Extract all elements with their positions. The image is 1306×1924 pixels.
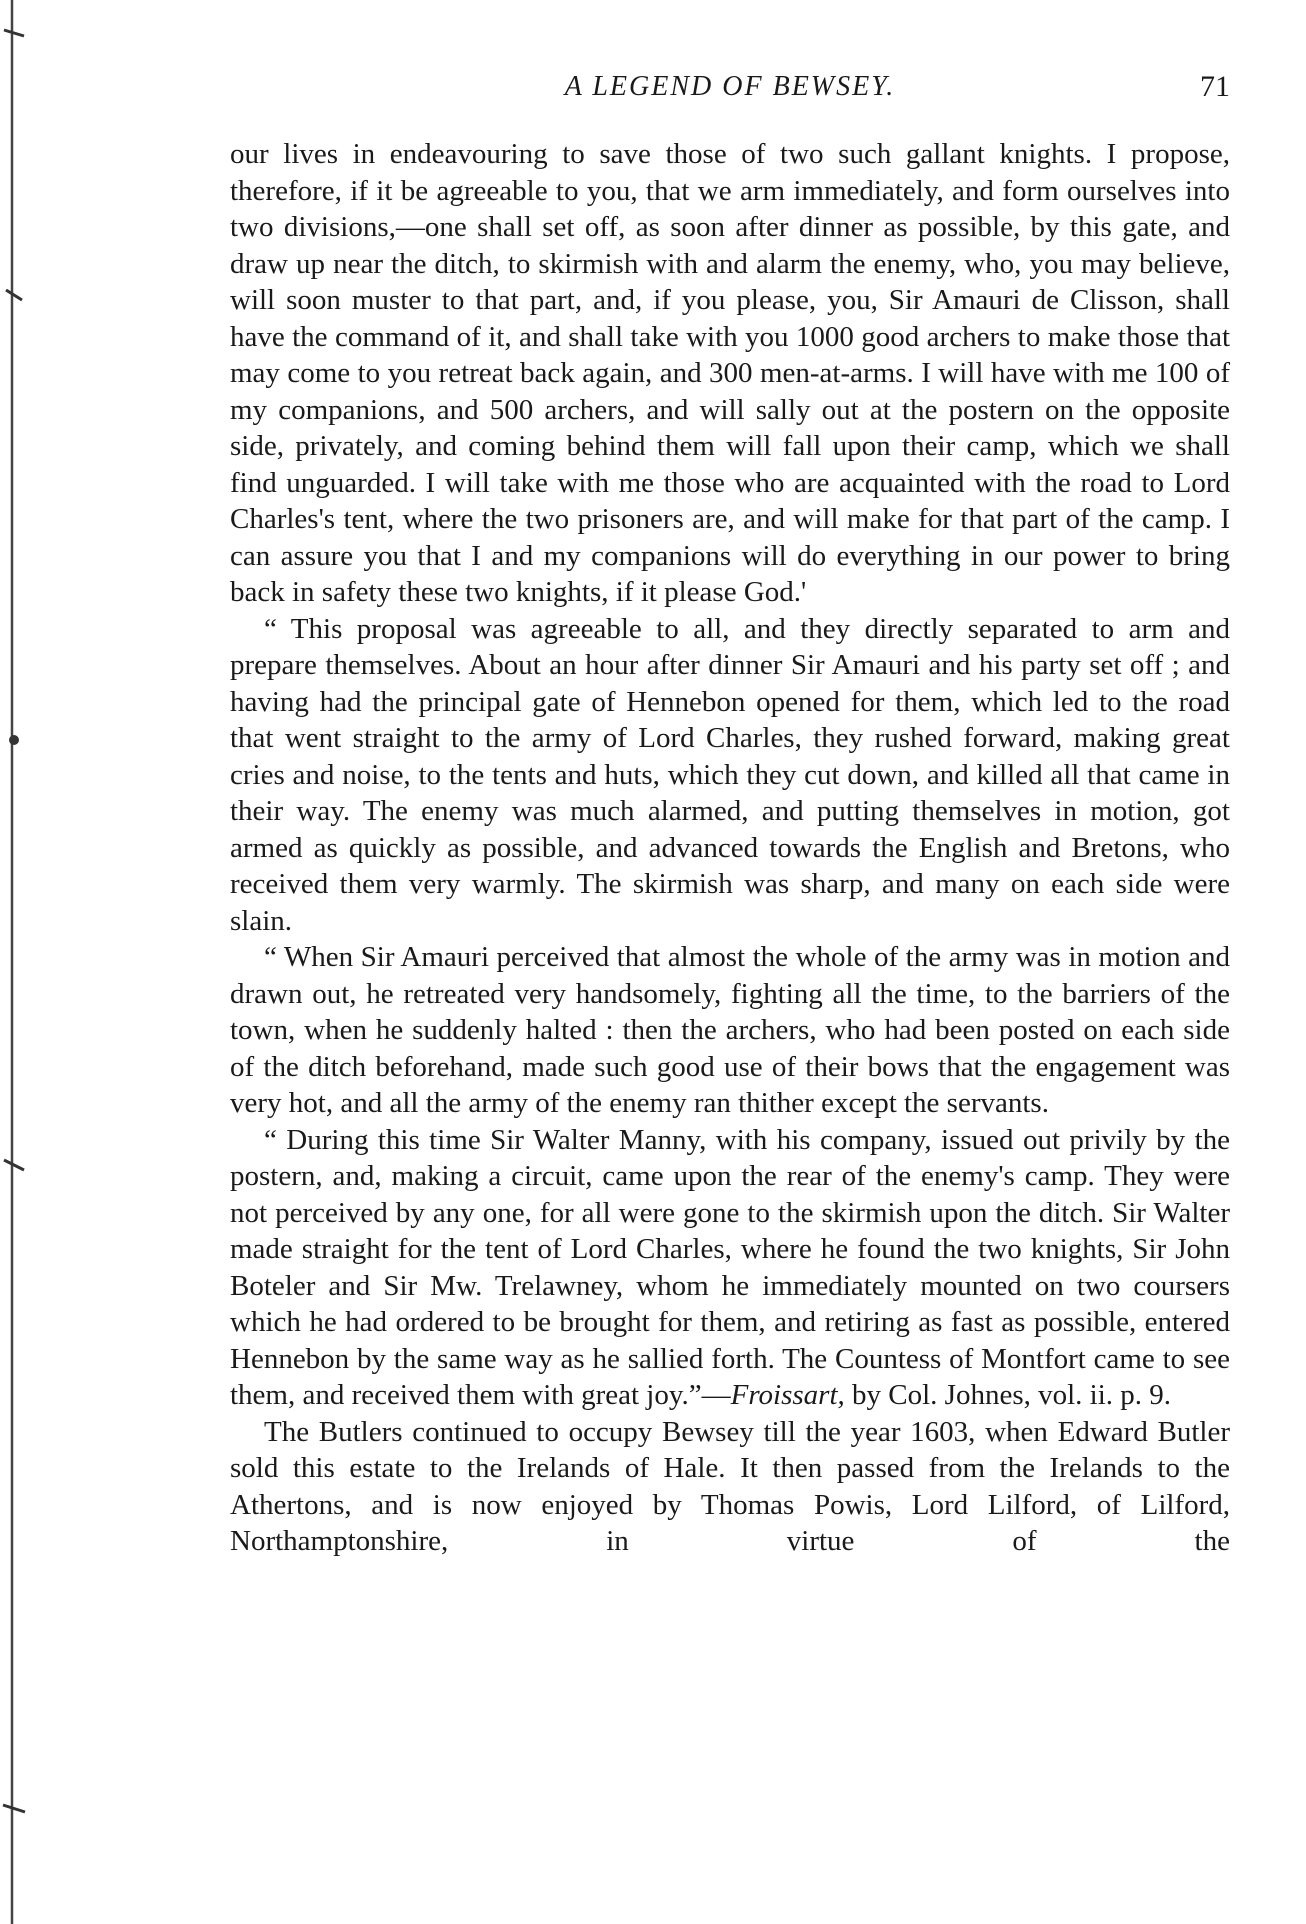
paragraph-2: “ This proposal was agreeable to all, and they directly separated to arm and prepare themselves. About an hour after dinner Sir Amauri and his party set off ; and having had the principal gate of Hennebon opened for them, which led to the road that went straight to the army of Lord Charles, they rushed forward, making great cries and noise, to the tents and huts, which they cut down, and killed all that came in their way. The enemy was much alarmed, and putting themselves in motion, got armed as quickly as possible, and advanced towards the English and Bretons, who received them very warmly. The skirmish was sharp, and many on each side were slain.: [230, 612, 1230, 937]
page-body: [230, 136, 1230, 1560]
page-number: 71: [1200, 70, 1230, 103]
citation-details: by Col. Johnes, vol. ii. p. 9.: [844, 1379, 1172, 1411]
paragraph-3: “ When Sir Amauri perceived that almost the whole of the army was in motion and drawn out, he retreated very handsomely, fighting all the time, to the barriers of the town, when he suddenly halted : then the archers, who had been posted on each side of the ditch beforehand, made such good use of their bows that the engagement was very hot, and all the army of the enemy ran thither except the servants.: [230, 941, 1230, 1119]
page-header: [230, 62, 1230, 112]
book-page: [230, 0, 1230, 1924]
running-title: A LEGEND OF BEWSEY.: [564, 71, 896, 102]
citation-source: Froissart,: [730, 1379, 845, 1411]
paragraph-4-text: “ During this time Sir Walter Manny, with his company, issued out privily by the postern, and, making a circuit, came upon the rear of the enemy's camp. They were not perceived by any one, for all were gone to the skirmish upon the ditch. Sir Walter made straight for the tent of Lord Charles, where he found the two knights, Sir John Boteler and Sir Mw. Trelawney, whom he immediately mounted on two coursers which he had ordered to be brought for them, and retiring as fast as possible, entered Hennebon by the same way as he sallied forth. The Countess of Montfort came to see them, and received them with great joy.”—: [230, 1123, 1230, 1411]
paragraph-1: our lives in endeavouring to save those of two such gallant knights. I propose, therefore, if it be agreeable to you, that we arm immediately, and form ourselves into two divisions,—one shall set off, as soon after dinner as possible, by this gate, and draw up near the ditch, to skirmish with and alarm the enemy, who, you may believe, will soon muster to that part, and, if you please, you, Sir Amauri de Clisson, shall have the command of it, and shall take with you 1000 good archers to make those that may come to you retreat back again, and 300 men-at-arms. I will have with me 100 of my companions, and 500 archers, and will sally out at the postern on the opposite side, privately, and coming behind them will fall upon their camp, which we shall find unguarded. I will take with me those who are acquainted with the road to Lord Charles's tent, where the two prisoners are, and will make for that part of the camp. I can assure you that I and my companions will do everything in our power to bring back in safety these two knights, if it please God.': [230, 138, 1230, 608]
paragraph-5: The Butlers continued to occupy Bewsey till the year 1603, when Edward Butler sold this estate to the Irelands of Hale. It then passed from the Irelands to the Athertons, and is now enjoyed by Thomas Powis, Lord Lilford, of Lilford, Northamptonshire, in virtue of the: [230, 1415, 1230, 1557]
binding-edge-marks: [0, 0, 60, 1924]
paragraph-4: [230, 1122, 1230, 1414]
